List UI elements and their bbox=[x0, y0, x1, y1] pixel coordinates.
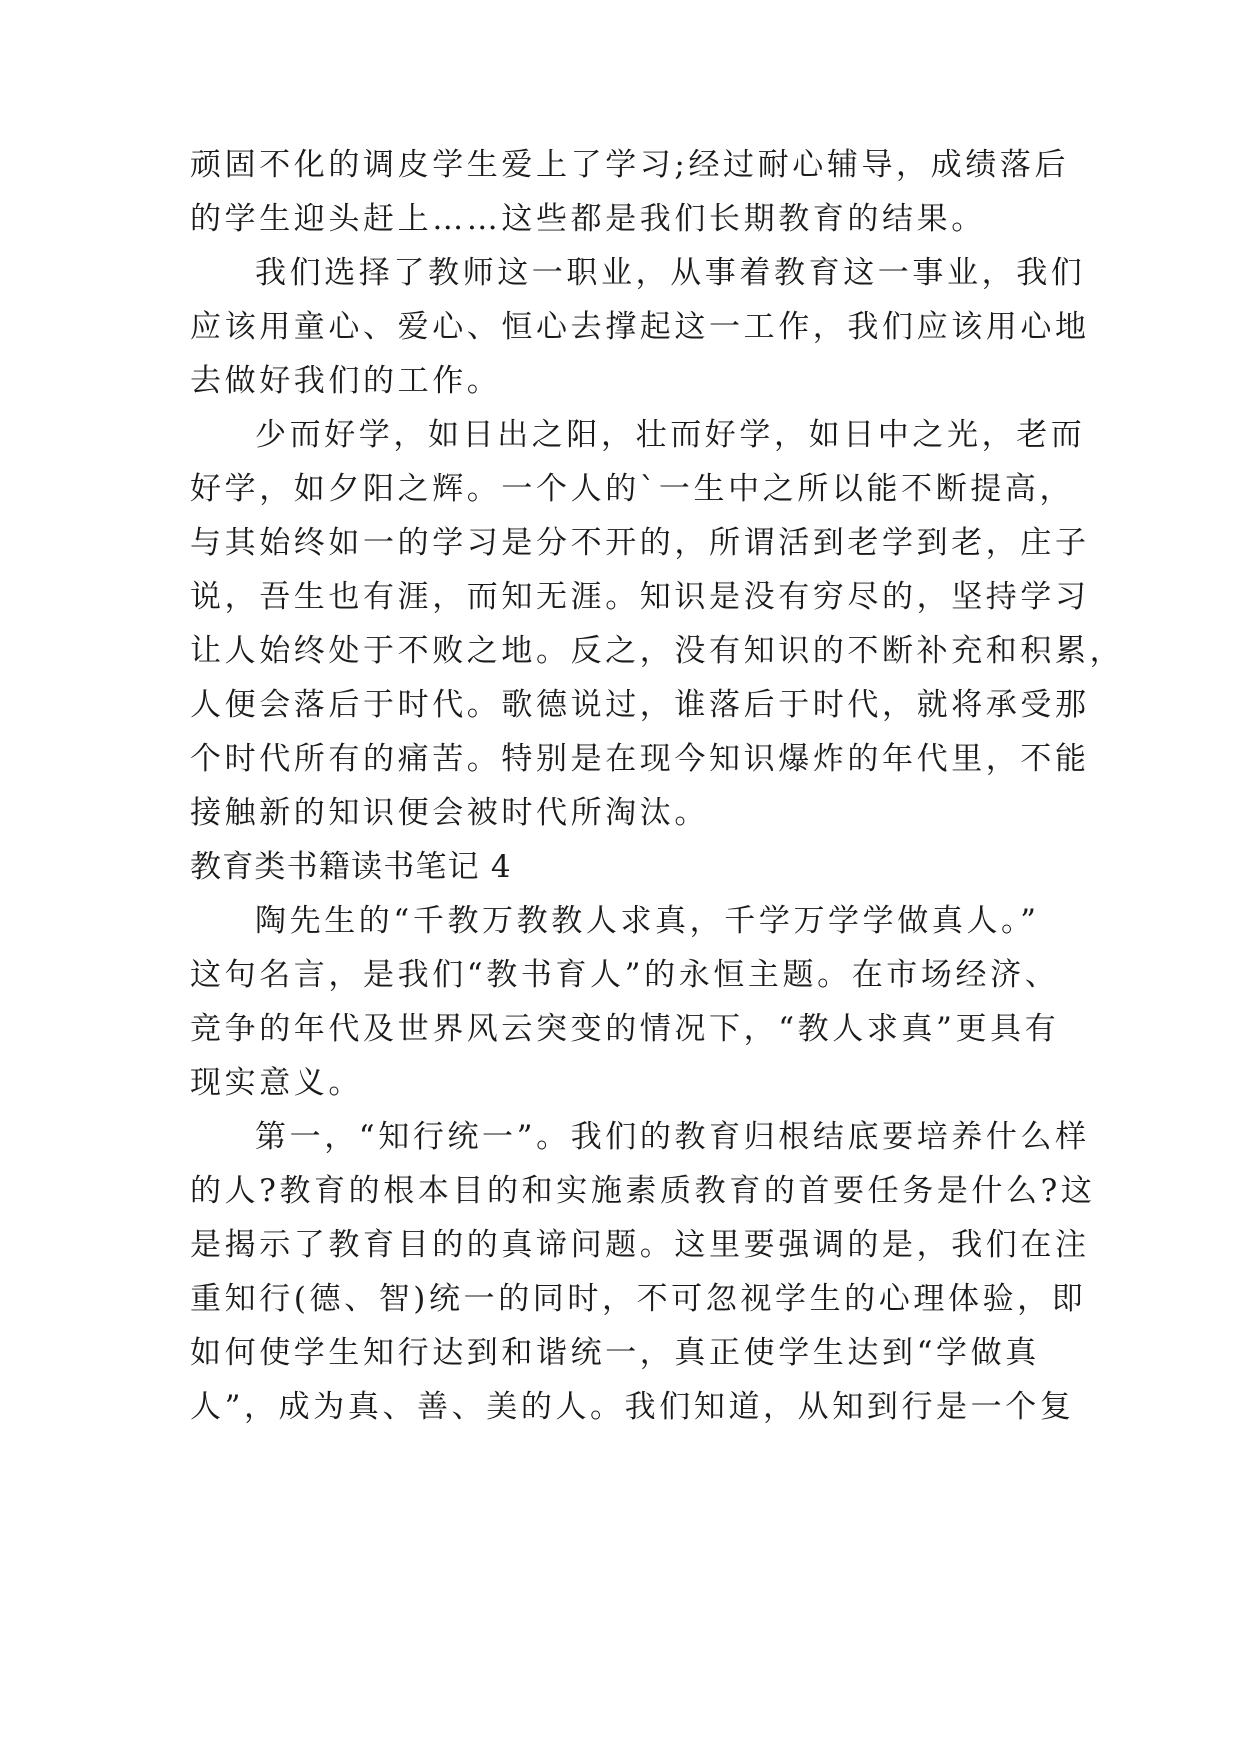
text-line: 现实意义。 bbox=[190, 1065, 363, 1101]
section-heading: 教育类书籍读书笔记 4 bbox=[190, 849, 512, 885]
text-line: 说，吾生也有涯，而知无涯。知识是没有穷尽的，坚持学习 bbox=[190, 579, 1090, 615]
text-line: 与其始终如一的学习是分不开的，所谓活到老学到老，庄子 bbox=[190, 525, 1090, 561]
text-line: 个时代所有的痛苦。特别是在现今知识爆炸的年代里，不能 bbox=[190, 741, 1090, 777]
text-line: 是揭示了教育目的的真谛问题。这里要强调的是，我们在注 bbox=[190, 1227, 1090, 1263]
text-line: 重知行(德、智)统一的同时，不可忽视学生的心理体验，即 bbox=[190, 1281, 1087, 1317]
text-line: 让人始终处于不败之地。反之，没有知识的不断补充和积累， bbox=[190, 633, 1125, 669]
text-line: 接触新的知识便会被时代所淘汰。 bbox=[190, 795, 709, 831]
text-line: 我们选择了教师这一职业，从事着教育这一事业，我们 bbox=[255, 255, 1086, 291]
text-line: 去做好我们的工作。 bbox=[190, 363, 502, 399]
text-line: 的学生迎头赶上……这些都是我们长期教育的结果。 bbox=[190, 201, 986, 237]
text-line: 人便会落后于时代。歌德说过，谁落后于时代，就将承受那 bbox=[190, 687, 1090, 723]
text-line: 人”，成为真、善、美的人。我们知道，从知到行是一个复 bbox=[190, 1389, 1075, 1425]
text-line: 应该用童心、爱心、恒心去撑起这一工作，我们应该用心地 bbox=[190, 309, 1090, 345]
text-line: 的人?教育的根本目的和实施素质教育的首要任务是什么?这 bbox=[190, 1173, 1096, 1209]
text-line: 竞争的年代及世界风云突变的情况下，“教人求真”更具有 bbox=[190, 1011, 1060, 1047]
text-line: 好学，如夕阳之辉。一个人的`一生中之所以能不断提高， bbox=[190, 471, 1075, 507]
text-line: 如何使学生知行达到和谐统一，真正使学生达到“学做真 bbox=[190, 1335, 1040, 1371]
text-line: 第一，“知行统一”。我们的教育归根结底要培养什么样 bbox=[255, 1119, 1090, 1155]
text-line: 这句名言，是我们“教书育人”的永恒主题。在市场经济、 bbox=[190, 957, 1060, 993]
text-line: 少而好学，如日出之阳，壮而好学，如日中之光，老而 bbox=[255, 417, 1086, 453]
text-line: 顽固不化的调皮学生爱上了学习;经过耐心辅导，成绩落后 bbox=[190, 147, 1070, 183]
text-line: 陶先生的“千教万教教人求真，千学万学学做真人。” bbox=[255, 903, 1040, 939]
